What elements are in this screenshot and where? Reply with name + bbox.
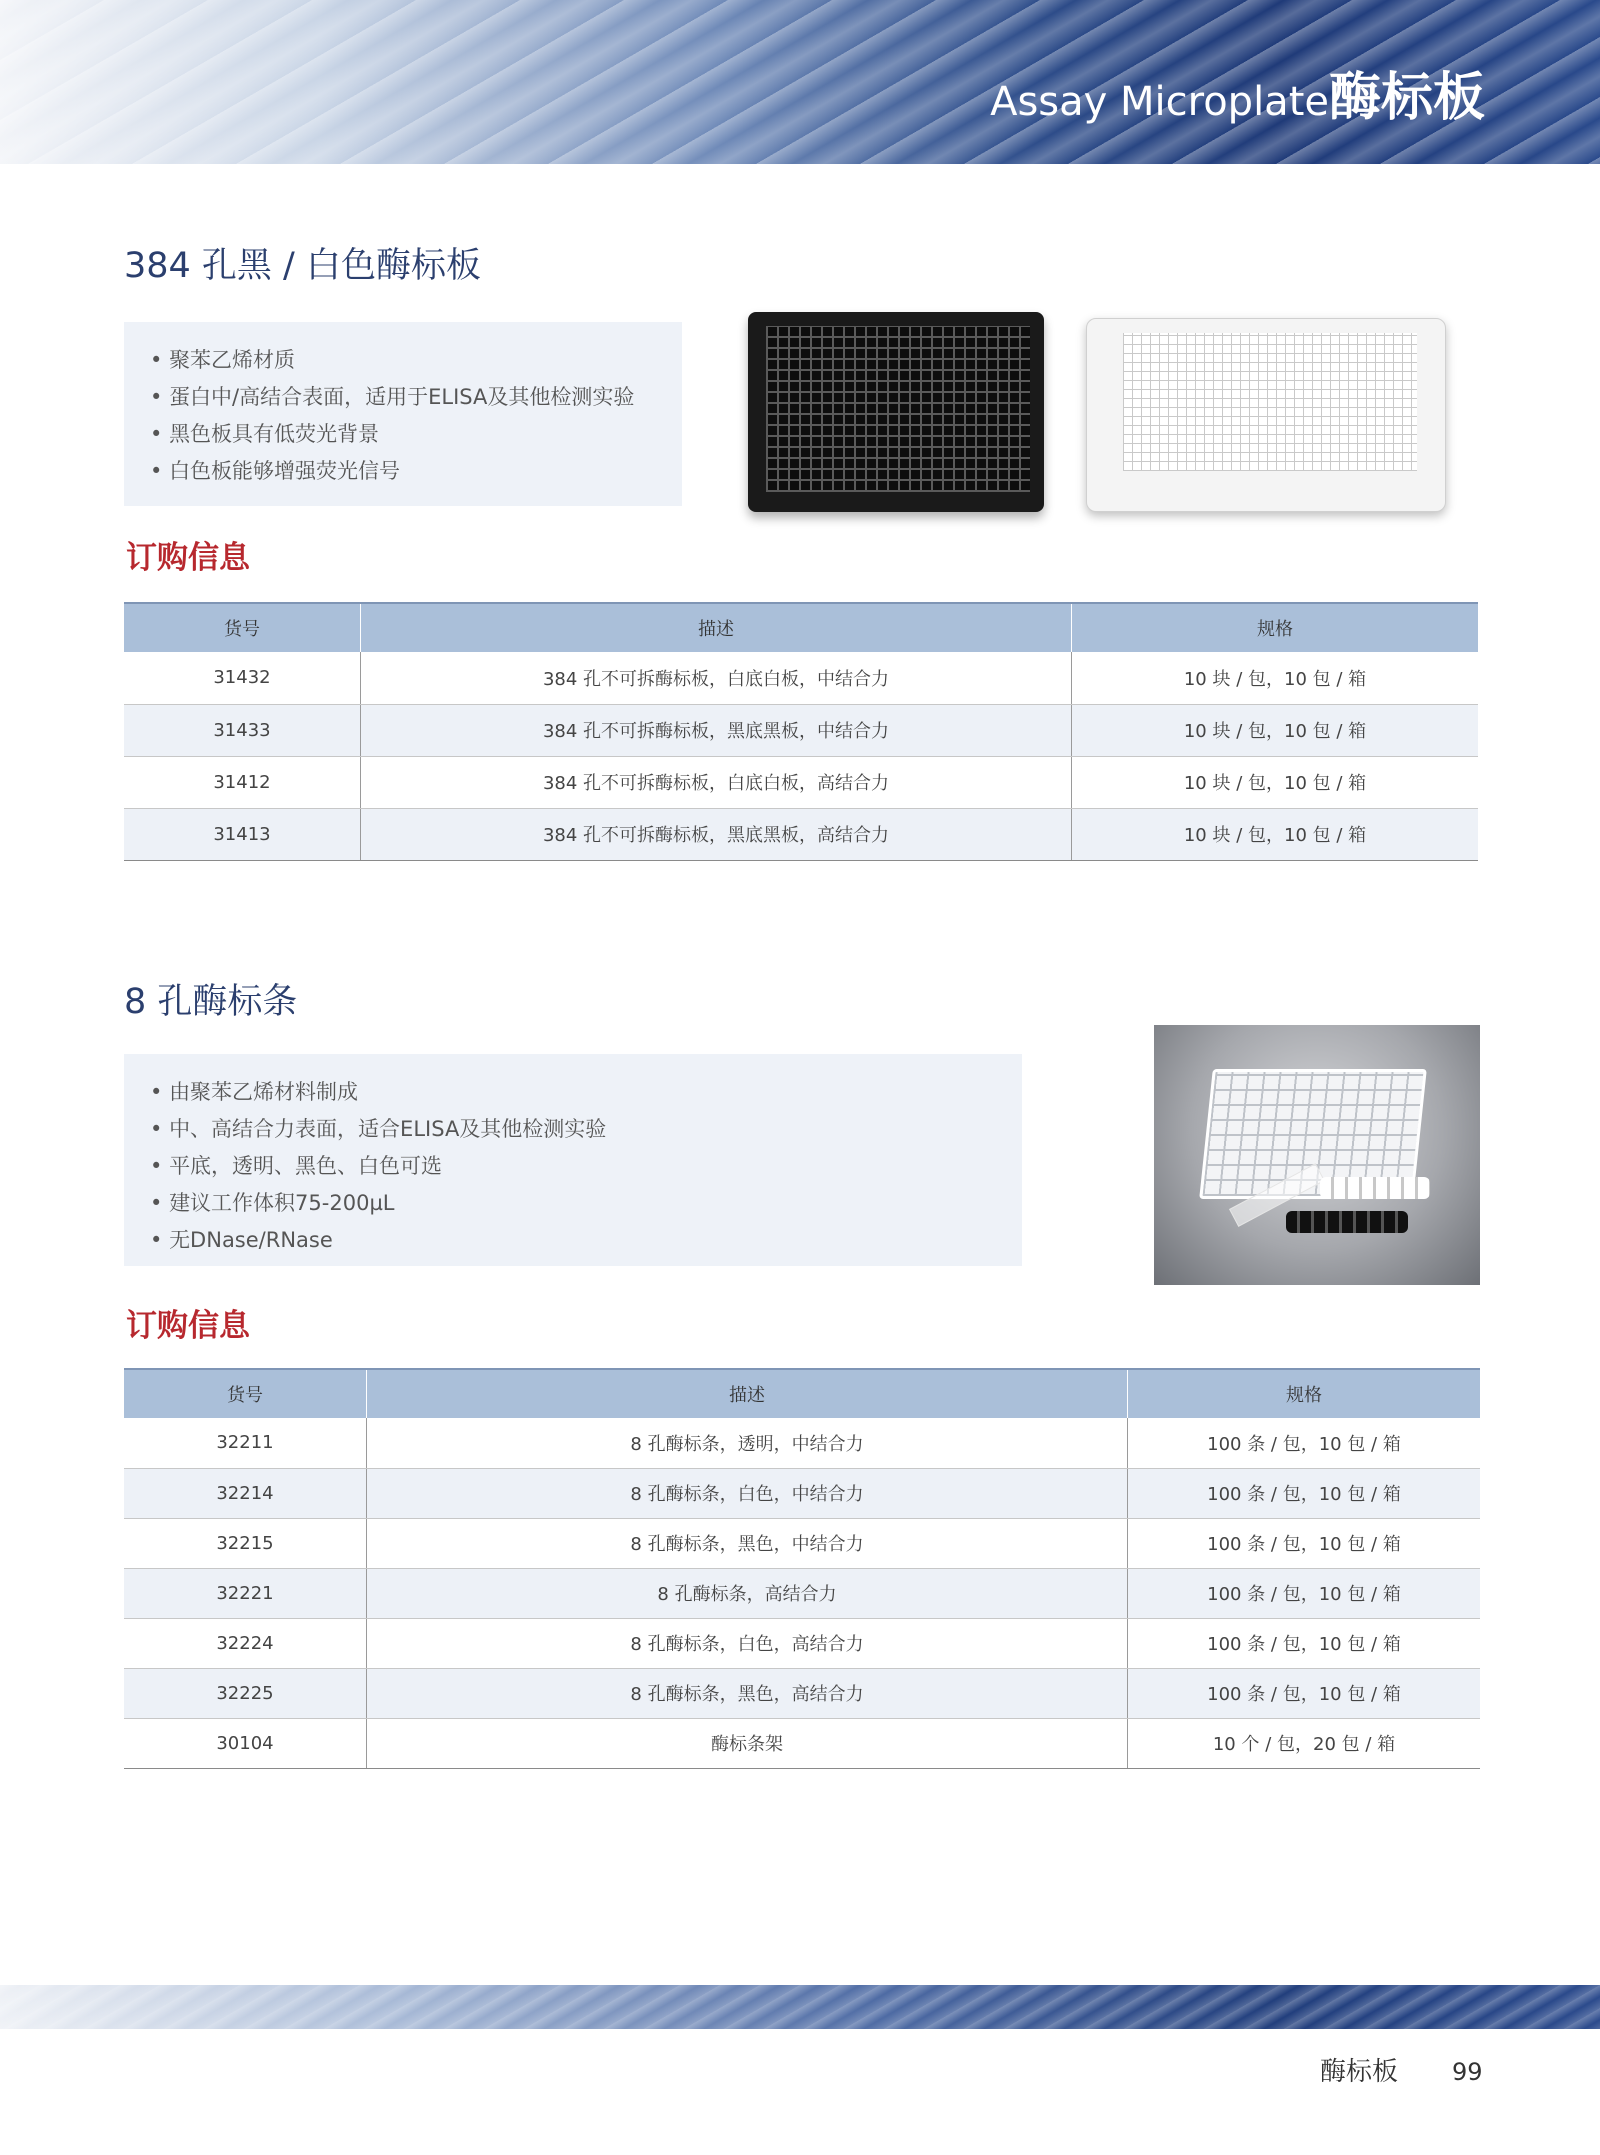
feature-item: • 无DNase/RNase xyxy=(150,1222,1022,1259)
table-row xyxy=(124,808,1478,860)
feature-item: • 中、高结合力表面，适合ELISA及其他检测实验 xyxy=(150,1111,1022,1148)
column-header-spec: 规格 xyxy=(1072,603,1479,652)
order-table-8-well xyxy=(124,1368,1480,1769)
black-384-plate-image xyxy=(748,312,1044,512)
cell-sku: 31432 xyxy=(124,652,361,704)
cell-sku: 30104 xyxy=(124,1718,367,1768)
page-number: 99 xyxy=(1452,2058,1483,2086)
column-header-spec: 规格 xyxy=(1128,1369,1481,1418)
feature-item: • 平底，透明、黑色、白色可选 xyxy=(150,1148,1022,1185)
table-row xyxy=(124,1718,1480,1768)
order-table-384 xyxy=(124,602,1478,861)
cell-spec: 100 条 / 包，10 包 / 箱 xyxy=(1128,1618,1481,1668)
cell-spec: 100 条 / 包，10 包 / 箱 xyxy=(1128,1518,1481,1568)
cell-description: 384 孔不可拆酶标板，黑底黑板，中结合力 xyxy=(361,704,1072,756)
header-title-zh: 酶标板 xyxy=(1328,68,1485,128)
cell-spec: 10 块 / 包，10 包 / 箱 xyxy=(1072,704,1479,756)
feature-item: • 蛋白中/高结合表面，适用于ELISA及其他检测实验 xyxy=(150,379,682,416)
table-row xyxy=(124,652,1478,704)
cell-description: 8 孔酶标条，黑色，中结合力 xyxy=(367,1518,1128,1568)
cell-description: 384 孔不可拆酶标板，白底白板，中结合力 xyxy=(361,652,1072,704)
cell-sku: 32224 xyxy=(124,1618,367,1668)
header-title-en: Assay Microplate xyxy=(990,79,1329,125)
section-title-8-well: 8 孔酶标条 xyxy=(124,982,298,1022)
table-row xyxy=(124,1468,1480,1518)
cell-sku: 31413 xyxy=(124,808,361,860)
section-title-384: 384 孔黑 / 白色酶标板 xyxy=(124,246,481,286)
header-banner xyxy=(0,0,1600,164)
feature-box-384 xyxy=(124,322,682,506)
order-info-title-8-well: 订购信息 xyxy=(126,1308,250,1344)
table-row xyxy=(124,1418,1480,1468)
feature-item: • 聚苯乙烯材质 xyxy=(150,342,682,379)
cell-spec: 100 条 / 包，10 包 / 箱 xyxy=(1128,1668,1481,1718)
white-384-plate-image xyxy=(1086,318,1446,512)
cell-sku: 32211 xyxy=(124,1418,367,1468)
cell-sku: 32215 xyxy=(124,1518,367,1568)
table-row xyxy=(124,704,1478,756)
feature-item: • 由聚苯乙烯材料制成 xyxy=(150,1074,1022,1111)
cell-spec: 10 块 / 包，10 包 / 箱 xyxy=(1072,808,1479,860)
table-header-row xyxy=(124,603,1478,652)
cell-spec: 10 个 / 包，20 包 / 箱 xyxy=(1128,1718,1481,1768)
cell-spec: 10 块 / 包，10 包 / 箱 xyxy=(1072,652,1479,704)
cell-spec: 10 块 / 包，10 包 / 箱 xyxy=(1072,756,1479,808)
table-row xyxy=(124,1568,1480,1618)
order-info-title-384: 订购信息 xyxy=(126,540,250,576)
cell-description: 酶标条架 xyxy=(367,1718,1128,1768)
cell-description: 8 孔酶标条，透明，中结合力 xyxy=(367,1418,1128,1468)
cell-description: 384 孔不可拆酶标板，白底白板，高结合力 xyxy=(361,756,1072,808)
column-header-description: 描述 xyxy=(361,603,1072,652)
footer-band xyxy=(0,1985,1600,2029)
column-header-sku: 货号 xyxy=(124,1369,367,1418)
column-header-description: 描述 xyxy=(367,1369,1128,1418)
feature-item: • 白色板能够增强荧光信号 xyxy=(150,453,682,490)
cell-sku: 32221 xyxy=(124,1568,367,1618)
cell-sku: 32214 xyxy=(124,1468,367,1518)
page-header-title xyxy=(990,66,1485,130)
cell-sku: 32225 xyxy=(124,1668,367,1718)
cell-sku: 31412 xyxy=(124,756,361,808)
table-row xyxy=(124,1668,1480,1718)
cell-description: 8 孔酶标条，白色，高结合力 xyxy=(367,1618,1128,1668)
table-header-row xyxy=(124,1369,1480,1418)
table-row xyxy=(124,1618,1480,1668)
table-row xyxy=(124,756,1478,808)
column-header-sku: 货号 xyxy=(124,603,361,652)
8-well-strip-image xyxy=(1154,1025,1480,1285)
cell-description: 8 孔酶标条，黑色，高结合力 xyxy=(367,1668,1128,1718)
cell-description: 384 孔不可拆酶标板，黑底黑板，高结合力 xyxy=(361,808,1072,860)
footer-label: 酶标板 xyxy=(1320,2057,1399,2087)
cell-spec: 100 条 / 包，10 包 / 箱 xyxy=(1128,1568,1481,1618)
feature-box-8-well xyxy=(124,1054,1022,1266)
cell-spec: 100 条 / 包，10 包 / 箱 xyxy=(1128,1418,1481,1468)
cell-spec: 100 条 / 包，10 包 / 箱 xyxy=(1128,1468,1481,1518)
cell-sku: 31433 xyxy=(124,704,361,756)
feature-item: • 黑色板具有低荧光背景 xyxy=(150,416,682,453)
feature-item: • 建议工作体积75-200µL xyxy=(150,1185,1022,1222)
cell-description: 8 孔酶标条，白色，中结合力 xyxy=(367,1468,1128,1518)
cell-description: 8 孔酶标条，高结合力 xyxy=(367,1568,1128,1618)
table-row xyxy=(124,1518,1480,1568)
